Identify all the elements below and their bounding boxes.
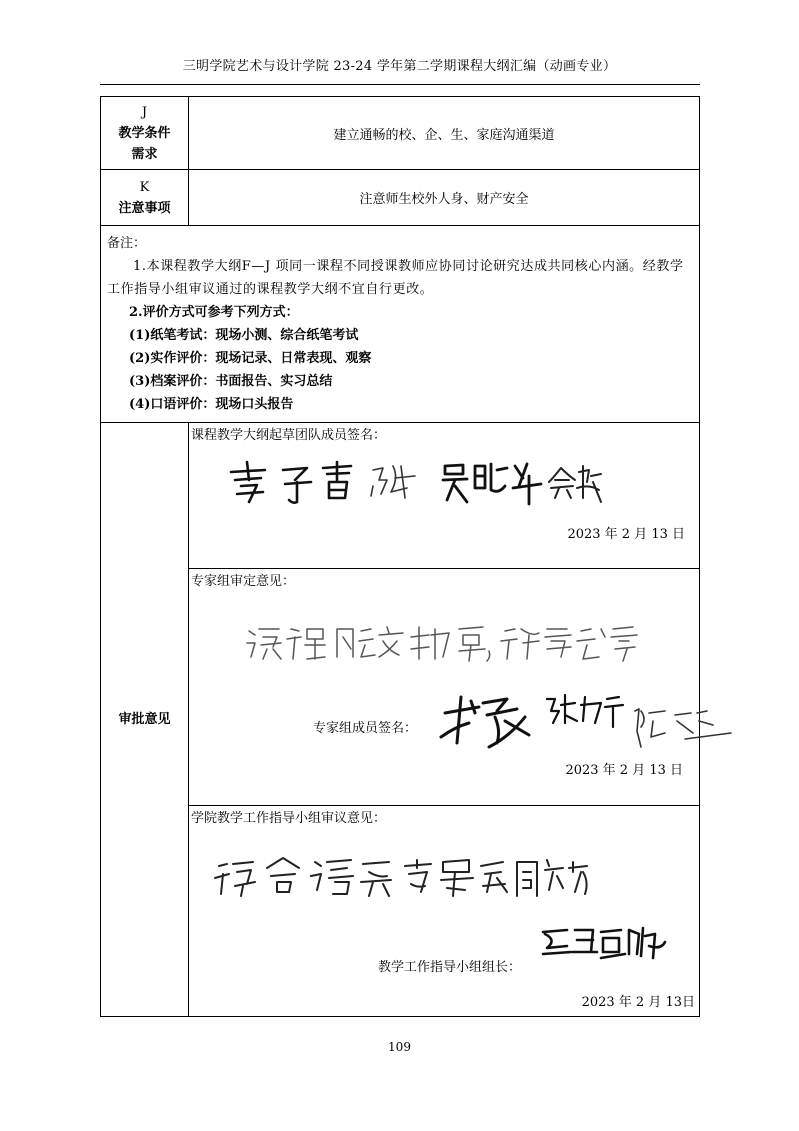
method-item: (4)口语评价：现场口头报告	[129, 397, 294, 412]
row-k-code: K	[139, 179, 150, 195]
approval-row-expert	[101, 569, 700, 806]
notes-cell	[101, 226, 700, 423]
method-item: (3)档案评价：书面报告、实习总结	[129, 374, 333, 389]
approval-row-drafting	[101, 423, 700, 569]
handwritten-opinion-college	[211, 852, 591, 902]
college-date: 2023 年 2 月 13日	[581, 995, 695, 1010]
handwritten-opinion-expert	[243, 621, 643, 663]
notes-row	[101, 226, 700, 423]
notes-item-1: 1.本课程教学大纲F—J 项同一课程不同授课教师应协同讨论研究达成共同核心内涵。经教学工作指导小组审议通过的课程教学大纲不宜自行更改。	[107, 259, 684, 297]
leader-label: 教学工作指导小组组长：	[378, 960, 522, 975]
leader-signature	[537, 922, 667, 966]
syllabus-table	[100, 96, 700, 1017]
handwritten-signatures-drafting	[223, 458, 603, 508]
method-item: (2)实作评价：现场记录、日常表现、观察	[129, 351, 372, 366]
row-j	[101, 97, 700, 170]
handwritten-signature-leader	[537, 922, 667, 966]
row-j-label	[101, 97, 189, 170]
document-header: 三明学院艺术与设计学院 23-24 学年第二学期课程大纲汇编（动画专业）	[182, 59, 617, 74]
drafting-signatures	[223, 458, 603, 508]
drafting-section	[189, 423, 700, 569]
college-section	[189, 806, 700, 1017]
expert-members-label: 专家组成员签名：	[313, 721, 418, 736]
drafting-label: 课程教学大纲起草团队成员签名：	[191, 428, 387, 443]
row-k	[101, 170, 700, 226]
header-rule	[100, 84, 700, 85]
page-number: 109	[388, 1040, 411, 1054]
expert-section	[189, 569, 700, 806]
college-label: 学院教学工作指导小组审议意见：	[191, 811, 387, 826]
handwritten-signatures-expert	[435, 687, 735, 759]
row-j-code: J	[141, 104, 148, 120]
notes-item-2: 2.评价方式可参考下列方式：	[129, 305, 299, 320]
row-j-title-line1: 教学条件	[118, 125, 171, 141]
expert-opinion-handwriting	[243, 621, 643, 663]
row-k-title: 注意事项	[118, 200, 171, 216]
expert-date: 2023 年 2 月 13 日	[565, 763, 683, 778]
row-j-content: 建立通畅的校、企、生、家庭沟通渠道	[189, 97, 700, 170]
notes-heading: 备注：	[107, 236, 147, 251]
drafting-date: 2023 年 2 月 13 日	[567, 527, 685, 542]
row-k-content: 注意师生校外人身、财产安全	[189, 170, 700, 226]
expert-label: 专家组审定意见：	[191, 574, 296, 589]
approval-label: 审批意见	[101, 423, 189, 1017]
college-opinion-handwriting	[211, 852, 591, 902]
row-j-title-line2: 需求	[131, 146, 158, 162]
method-item: (1)纸笔考试：现场小测、综合纸笔考试	[129, 328, 359, 343]
expert-signatures	[435, 687, 735, 759]
approval-row-college	[101, 806, 700, 1017]
row-k-label	[101, 170, 189, 226]
